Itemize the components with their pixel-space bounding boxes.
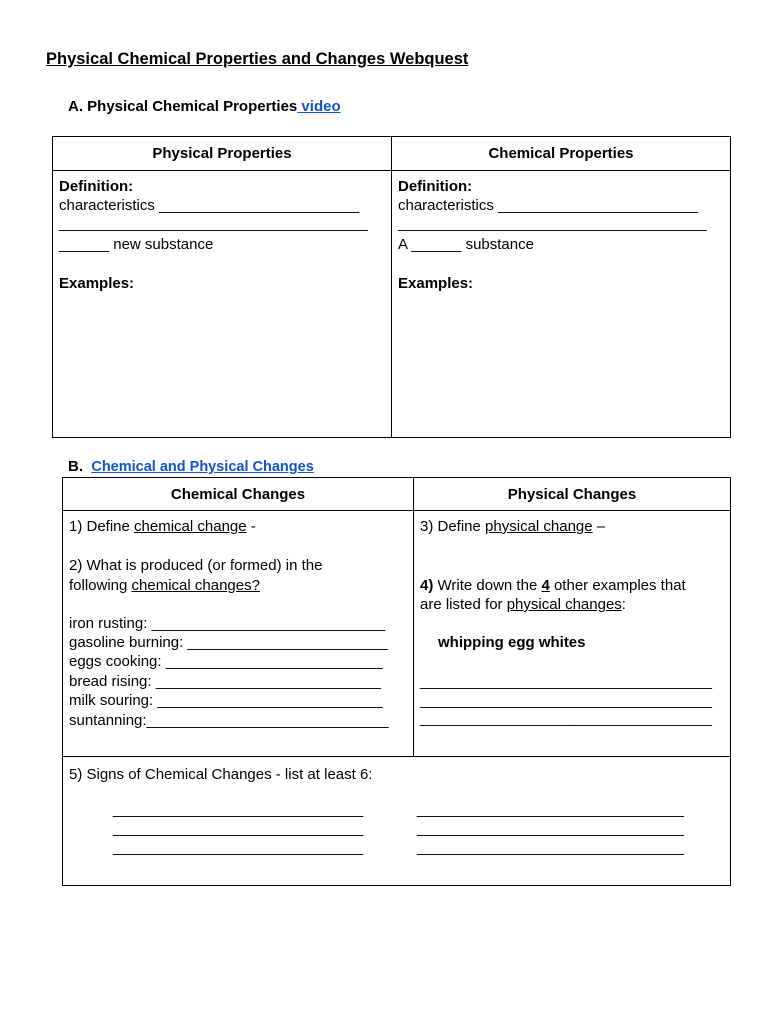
chemical-definition-line-3: A ______ substance (398, 236, 534, 253)
section-b-heading (68, 458, 314, 475)
question-4-number: 4) (420, 577, 434, 594)
answer-line: ___________________________________ (420, 673, 712, 690)
chemical-definition-line-1: characteristics ________________________ (398, 197, 699, 214)
list-item: eggs cooking: __________________________ (69, 653, 383, 670)
question-4-line-2 (420, 596, 626, 613)
sign-line-left: ______________________________ (113, 801, 364, 818)
chemical-properties-header: Chemical Properties (392, 137, 731, 171)
question-1 (69, 518, 256, 535)
section-b-label: B. (68, 458, 83, 475)
example-text: whipping egg whites (438, 634, 586, 651)
chemical-properties-cell (392, 171, 731, 438)
physical-properties-cell (53, 171, 392, 438)
list-item: milk souring: ___________________________ (69, 692, 383, 709)
question-4-line-1 (420, 577, 686, 594)
changes-link[interactable]: Chemical and Physical Changes (91, 459, 314, 475)
question-4-prefix: are listed for (420, 596, 507, 613)
question-4-term: physical changes (506, 596, 622, 613)
list-item: gasoline burning: ________________________ (69, 634, 388, 651)
physical-definition-line-2: _____________________________________ (59, 215, 368, 232)
question-3-suffix: – (592, 518, 606, 535)
list-item: iron rusting: ____________________________ (69, 615, 386, 632)
question-1-term: chemical change (134, 518, 247, 535)
list-item: suntanning:_____________________________ (69, 712, 389, 729)
list-item: bread rising: ___________________________ (69, 673, 381, 690)
video-link[interactable]: video (297, 98, 341, 115)
physical-changes-header: Physical Changes (414, 478, 731, 511)
question-4-text-1: Write down the (433, 577, 542, 594)
question-2-prefix: following (69, 577, 132, 594)
changes-table (62, 477, 731, 886)
sign-line-left: ______________________________ (113, 820, 364, 837)
sign-line-right: ________________________________ (417, 839, 684, 856)
physical-changes-cell (414, 511, 731, 757)
physical-definition-line-1: characteristics ________________________ (59, 197, 360, 214)
question-3-term: physical change (485, 518, 593, 535)
physical-properties-header: Physical Properties (53, 137, 392, 171)
chemical-changes-cell (63, 511, 414, 757)
question-4-count: 4 (541, 577, 550, 594)
question-2-line-1: 2) What is produced (or formed) in the (69, 557, 323, 574)
chemical-changes-header: Chemical Changes (63, 478, 414, 511)
sign-line-right: ________________________________ (417, 801, 684, 818)
page-title: Physical Chemical Properties and Changes Webquest (46, 50, 469, 68)
section-a-label: A. Physical Chemical Properties (68, 98, 298, 115)
physical-definition-line-3: ______ new substance (59, 236, 214, 253)
answer-line: ___________________________________ (420, 710, 712, 727)
question-4-text-2: other examples that (549, 577, 686, 594)
sign-line-left: ______________________________ (113, 839, 364, 856)
question-1-suffix: - (246, 518, 256, 535)
question-2-term: chemical changes? (131, 577, 260, 594)
section-a-heading (68, 98, 341, 115)
signs-cell (63, 757, 731, 886)
chemical-examples-label: Examples: (398, 275, 474, 292)
question-5: 5) Signs of Chemical Changes - list at least 6: (69, 766, 373, 783)
chemical-definition-label: Definition: (398, 178, 473, 195)
question-2-line-2 (69, 577, 260, 594)
properties-table (52, 136, 731, 438)
question-3 (420, 518, 605, 535)
sign-line-right: ________________________________ (417, 820, 684, 837)
question-3-prefix: 3) Define (420, 518, 486, 535)
question-1-prefix: 1) Define (69, 518, 135, 535)
question-4-suffix: : (621, 596, 626, 613)
answer-line: ___________________________________ (420, 692, 712, 709)
physical-examples-label: Examples: (59, 275, 135, 292)
chemical-definition-line-2: _____________________________________ (398, 215, 707, 232)
physical-definition-label: Definition: (59, 178, 134, 195)
